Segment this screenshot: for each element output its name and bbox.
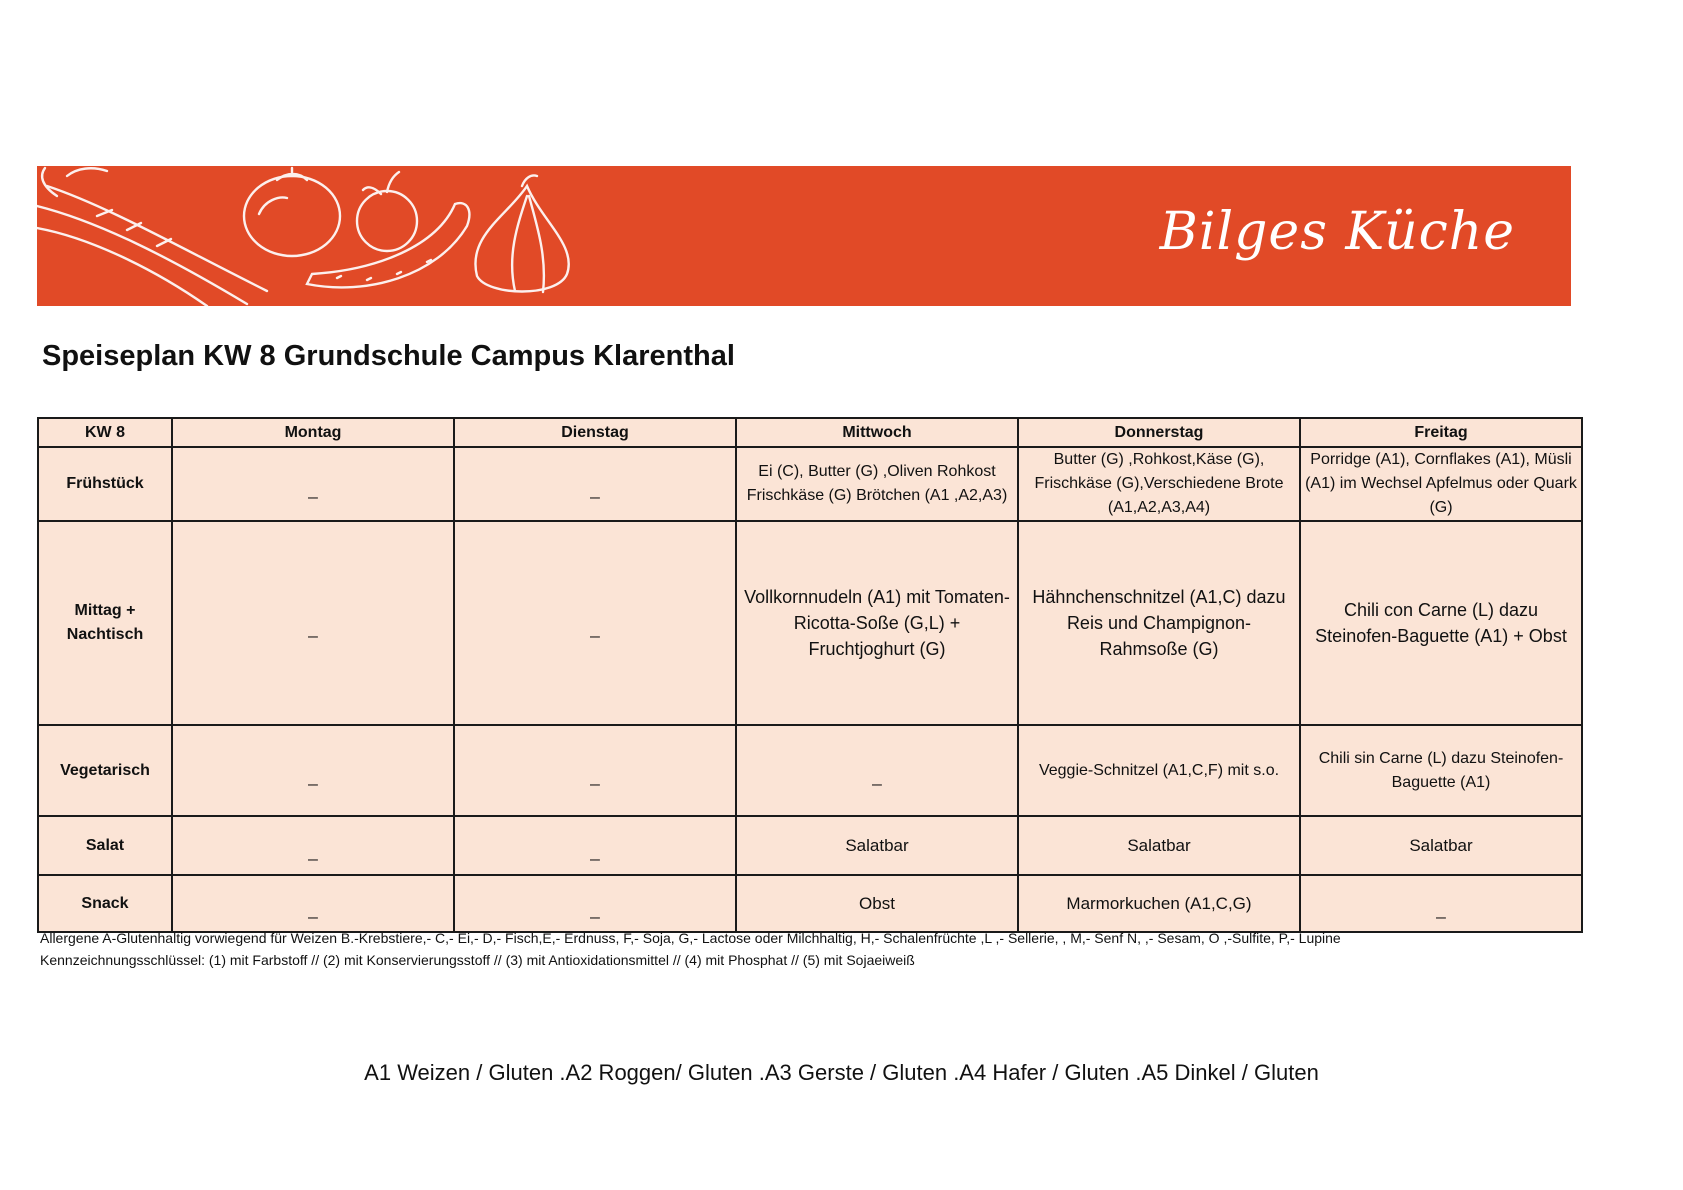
allergen-note: Allergene A-Glutenhaltig vorwiegend für Weizen B.-Krebstiere,- C,- Ei,- D,- Fisch,E,- Erdnuss, F,- Soja, G,- Lactose oder Milchhaltig, H,- Schalenfrüchte ,L ,- Sellerie, , M,- Senf N, ,- Sesam, O ,-Sulfite, P,- Lupine: [40, 930, 1341, 946]
menu-cell: Salatbar: [736, 816, 1018, 875]
menu-cell: Ei (C), Butter (G) ,Oliven Rohkost Frischkäse (G) Brötchen (A1 ,A2,A3): [736, 447, 1018, 521]
menu-cell: _: [308, 841, 318, 861]
menu-cell: Vollkornnudeln (A1) mit Tomaten-Ricotta-Soße (G,L) + Fruchtjoghurt (G): [736, 521, 1018, 725]
row-label: Frühstück: [38, 447, 172, 521]
menu-cell: Chili con Carne (L) dazu Steinofen-Baguette (A1) + Obst: [1300, 521, 1582, 725]
menu-cell: _: [1436, 899, 1446, 919]
day-header-montag: Montag: [172, 418, 454, 447]
menu-cell: _: [308, 899, 318, 919]
menu-cell: _: [308, 619, 318, 638]
table-corner: KW 8: [38, 418, 172, 447]
menu-cell: _: [590, 619, 600, 638]
header-banner: [37, 166, 1571, 306]
table-row: [38, 816, 1582, 875]
menu-cell: Veggie-Schnitzel (A1,C,F) mit s.o.: [1018, 725, 1300, 816]
day-header-donnerstag: Donnerstag: [1018, 418, 1300, 447]
vegetables-illustration-icon: [37, 166, 597, 306]
menu-cell: _: [590, 766, 600, 786]
menu-cell: _: [590, 899, 600, 919]
table-row: [38, 521, 1582, 725]
menu-cell: Salatbar: [1300, 816, 1582, 875]
row-label: Salat: [38, 816, 172, 875]
day-header-freitag: Freitag: [1300, 418, 1582, 447]
table-row: [38, 725, 1582, 816]
row-label: Mittag + Nachtisch: [38, 521, 172, 725]
menu-cell: Chili sin Carne (L) dazu Steinofen-Baguette (A1): [1300, 725, 1582, 816]
menu-cell: Hähnchenschnitzel (A1,C) dazu Reis und Champignon-Rahmsoße (G): [1018, 521, 1300, 725]
menu-cell: _: [872, 766, 882, 786]
menu-cell: _: [590, 480, 600, 499]
row-label: Vegetarisch: [38, 725, 172, 816]
table-row: [38, 875, 1582, 932]
brand-logo-text: Bilges Küche: [1159, 202, 1515, 262]
page-title: Speiseplan KW 8 Grundschule Campus Klarenthal: [42, 340, 735, 372]
menu-cell: Marmorkuchen (A1,C,G): [1018, 875, 1300, 932]
additive-key-note: Kennzeichnungsschlüssel: (1) mit Farbstoff // (2) mit Konservierungsstoff // (3) mit Antioxidationsmittel // (4) mit Phosphat // (5) mit Sojaeiweiß: [40, 952, 915, 968]
menu-cell: Obst: [736, 875, 1018, 932]
table-header-row: [38, 418, 1582, 447]
meal-plan-table: [37, 417, 1583, 933]
menu-cell: Butter (G) ,Rohkost,Käse (G), Frischkäse (G),Verschiedene Brote (A1,A2,A3,A4): [1018, 447, 1300, 521]
menu-cell: _: [308, 766, 318, 786]
row-label: Snack: [38, 875, 172, 932]
day-header-mittwoch: Mittwoch: [736, 418, 1018, 447]
menu-cell: Salatbar: [1018, 816, 1300, 875]
menu-cell: _: [308, 480, 318, 499]
day-header-dienstag: Dienstag: [454, 418, 736, 447]
table-row: [38, 447, 1582, 521]
menu-cell: Porridge (A1), Cornflakes (A1), Müsli (A1) im Wechsel Apfelmus oder Quark (G): [1300, 447, 1582, 521]
gluten-legend-footer: A1 Weizen / Gluten .A2 Roggen/ Gluten .A3 Gerste / Gluten .A4 Hafer / Gluten .A5 Dinkel / Gluten: [364, 1060, 1319, 1085]
menu-cell: _: [590, 841, 600, 861]
